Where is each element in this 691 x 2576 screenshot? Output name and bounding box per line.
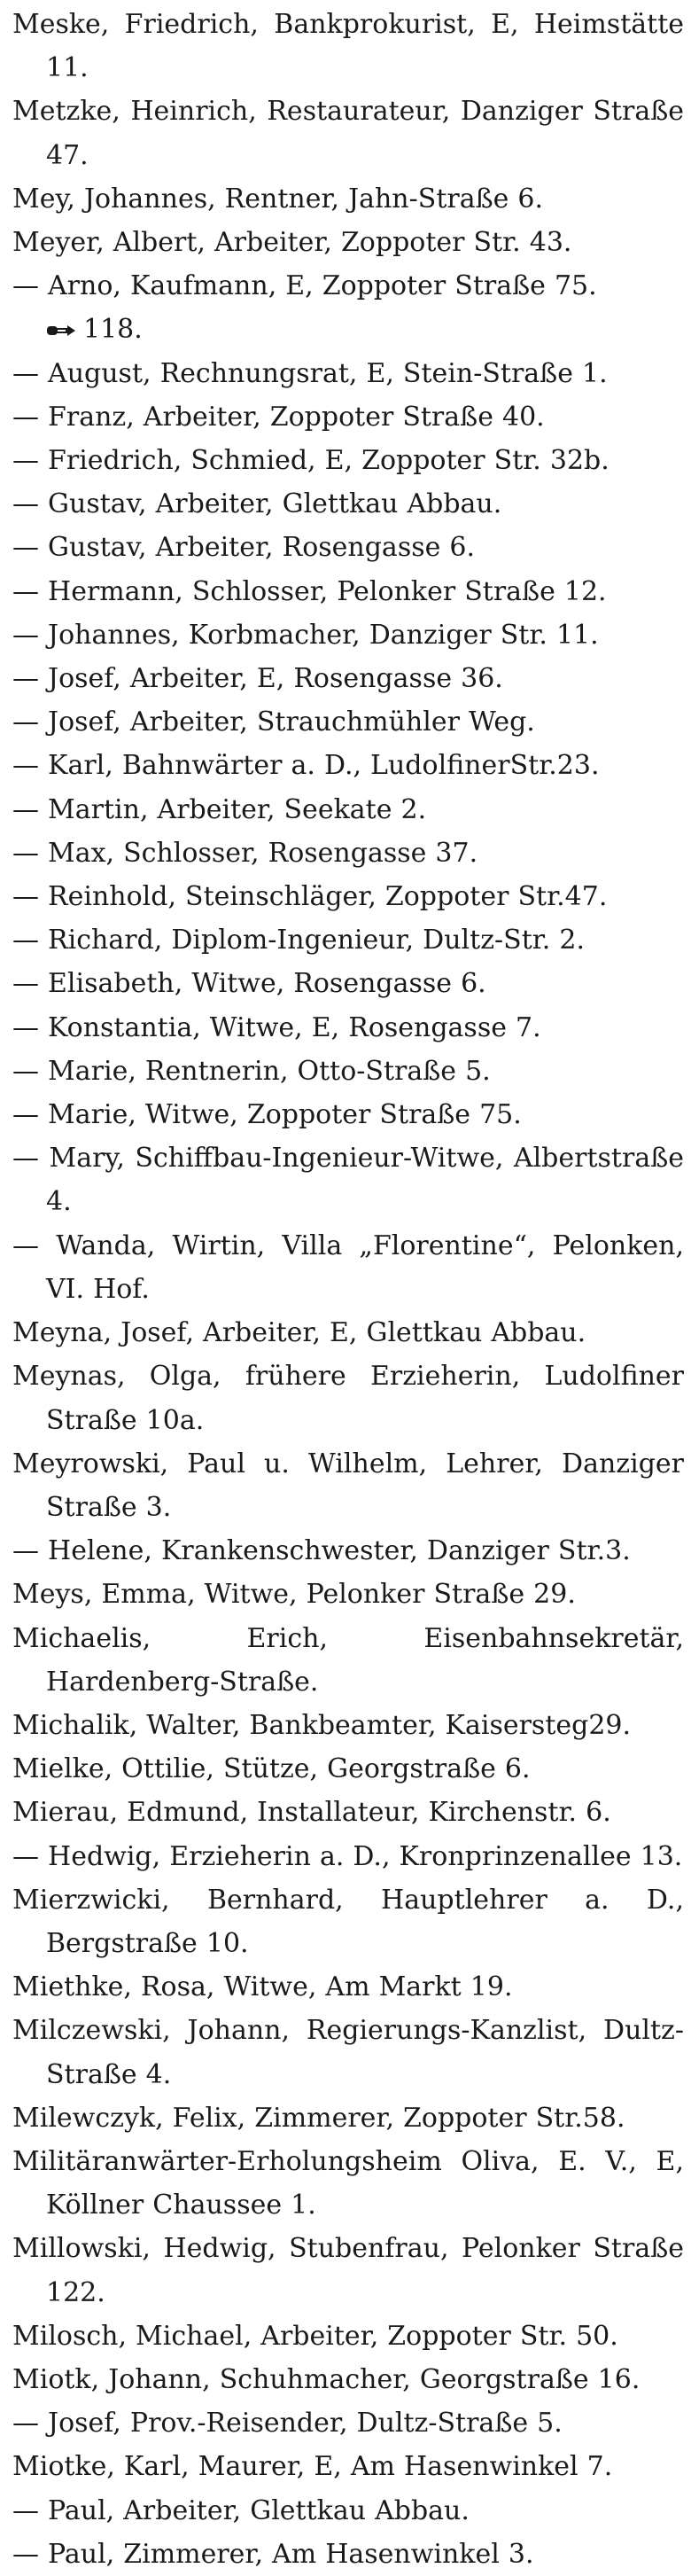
directory-entry: Mielke, Ottilie, Stütze, Georgstraße 6. (12, 1753, 531, 1785)
directory-entry: — Elisabeth, Witwe, Rosengasse 6. (12, 968, 486, 1000)
directory-entry: — Hedwig, Erzieherin a. D., Kronprinzenallee 13. (12, 1840, 683, 1872)
directory-entry: Metzke, Heinrich, Restaurateur, Danziger Straße 47. (12, 96, 684, 171)
directory-entry: Mierau, Edmund, Installateur, Kirchenstr. 6. (12, 1797, 611, 1829)
directory-entry: Miethke, Rosa, Witwe, Am Markt 19. (12, 1971, 513, 2003)
directory-entry: — Paul, Arbeiter, Glettkau Abbau. (12, 2494, 470, 2526)
directory-entry: — Mary, Schiffbau-Ingenieur-Witwe, Albertstraße 4. (12, 1143, 684, 1218)
directory-entry: Mey, Johannes, Rentner, Jahn-Straße 6. (12, 183, 544, 215)
directory-entry: Millowski, Hedwig, Stubenfrau, Pelonker Straße 122. (12, 2233, 684, 2308)
directory-entry: — Wanda, Wirtin, Villa „Florentine“, Pelonken, VI. Hof. (12, 1229, 684, 1305)
directory-entry: — Gustav, Arbeiter, Glettkau Abbau. (12, 488, 502, 520)
directory-entry: Meyrowski, Paul u. Wilhelm, Lehrer, Danziger Straße 3. (12, 1448, 684, 1523)
directory-entry: — Max, Schlosser, Rosengasse 37. (12, 837, 478, 869)
directory-entry: — August, Rechnungsrat, E, Stein-Straße 1. (12, 357, 608, 389)
phone-number: 118. (83, 314, 143, 346)
directory-entry: — Franz, Arbeiter, Zoppoter Straße 40. (12, 401, 545, 433)
directory-entry: Meys, Emma, Witwe, Pelonker Straße 29. (12, 1579, 576, 1611)
directory-entry: Mierzwicki, Bernhard, Hauptlehrer a. D., Bergstraße 10. (12, 1884, 684, 1959)
directory-entry: — Helene, Krankenschwester, Danziger Str.3. (12, 1535, 631, 1567)
directory-entry: — Johannes, Korbmacher, Danziger Str. 11. (12, 619, 599, 651)
directory-entry: Meske, Friedrich, Bankprokurist, E, Heimstätte 11. (12, 9, 684, 84)
directory-entry: Meyer, Albert, Arbeiter, Zoppoter Str. 43. (12, 227, 572, 259)
directory-entry: — Marie, Witwe, Zoppoter Straße 75. (12, 1099, 522, 1131)
directory-entry: — Friedrich, Schmied, E, Zoppoter Str. 32b. (12, 445, 609, 477)
directory-entry: Milczewski, Johann, Regierungs-Kanzlist, Dultz-Straße 4. (12, 2015, 684, 2090)
directory-entry: — Josef, Prov.-Reisender, Dultz-Straße 5. (12, 2408, 563, 2439)
directory-entry: — Marie, Rentnerin, Otto-Straße 5. (12, 1055, 491, 1087)
directory-entry: — Hermann, Schlosser, Pelonker Straße 12. (12, 575, 607, 607)
directory-entry: Michalik, Walter, Bankbeamter, Kaisersteg29. (12, 1709, 632, 1741)
directory-entry: Miotk, Johann, Schuhmacher, Georgstraße 16. (12, 2363, 641, 2395)
telephone-hand-icon (46, 322, 76, 340)
directory-entry: Michaelis, Erich, Eisenbahnsekretär, Hardenberg-Straße. (12, 1622, 684, 1698)
directory-entry: Militäranwärter-Erholungsheim Oliva, E. V., E, Köllner Chaussee 1. (12, 2145, 684, 2221)
directory-entry: — Karl, Bahnwärter a. D., LudolfinerStr.23. (12, 750, 600, 782)
directory-entry: Milosch, Michael, Arbeiter, Zoppoter Str. 50. (12, 2320, 618, 2352)
directory-entry: Meynas, Olga, frühere Erzieherin, Ludolfiner Straße 10a. (12, 1361, 684, 1436)
directory-entry: — Richard, Diplom-Ingenieur, Dultz-Str. 2. (12, 925, 585, 956)
directory-entry: Meyna, Josef, Arbeiter, E, Glettkau Abbau. (12, 1317, 586, 1349)
directory-entry: — Josef, Arbeiter, Strauchmühler Weg. (12, 706, 535, 738)
directory-entry: — Konstantia, Witwe, E, Rosengasse 7. (12, 1011, 541, 1043)
directory-entry: Milewczyk, Felix, Zimmerer, Zoppoter Str.58. (12, 2102, 625, 2134)
directory-entry: — Gustav, Arbeiter, Rosengasse 6. (12, 532, 476, 564)
directory-entry-phone (12, 308, 684, 351)
directory-entry: — Reinhold, Steinschläger, Zoppoter Str.47. (12, 881, 608, 913)
directory-entry: — Josef, Arbeiter, E, Rosengasse 36. (12, 663, 503, 695)
directory-entry: — Paul, Zimmerer, Am Hasenwinkel 3. (12, 2538, 534, 2570)
directory-entry: Miotke, Karl, Maurer, E, Am Hasenwinkel 7. (12, 2451, 613, 2483)
directory-entry: — Martin, Arbeiter, Seekate 2. (12, 793, 427, 825)
directory-entry: — Arno, Kaufmann, E, Zoppoter Straße 75. (12, 270, 597, 302)
